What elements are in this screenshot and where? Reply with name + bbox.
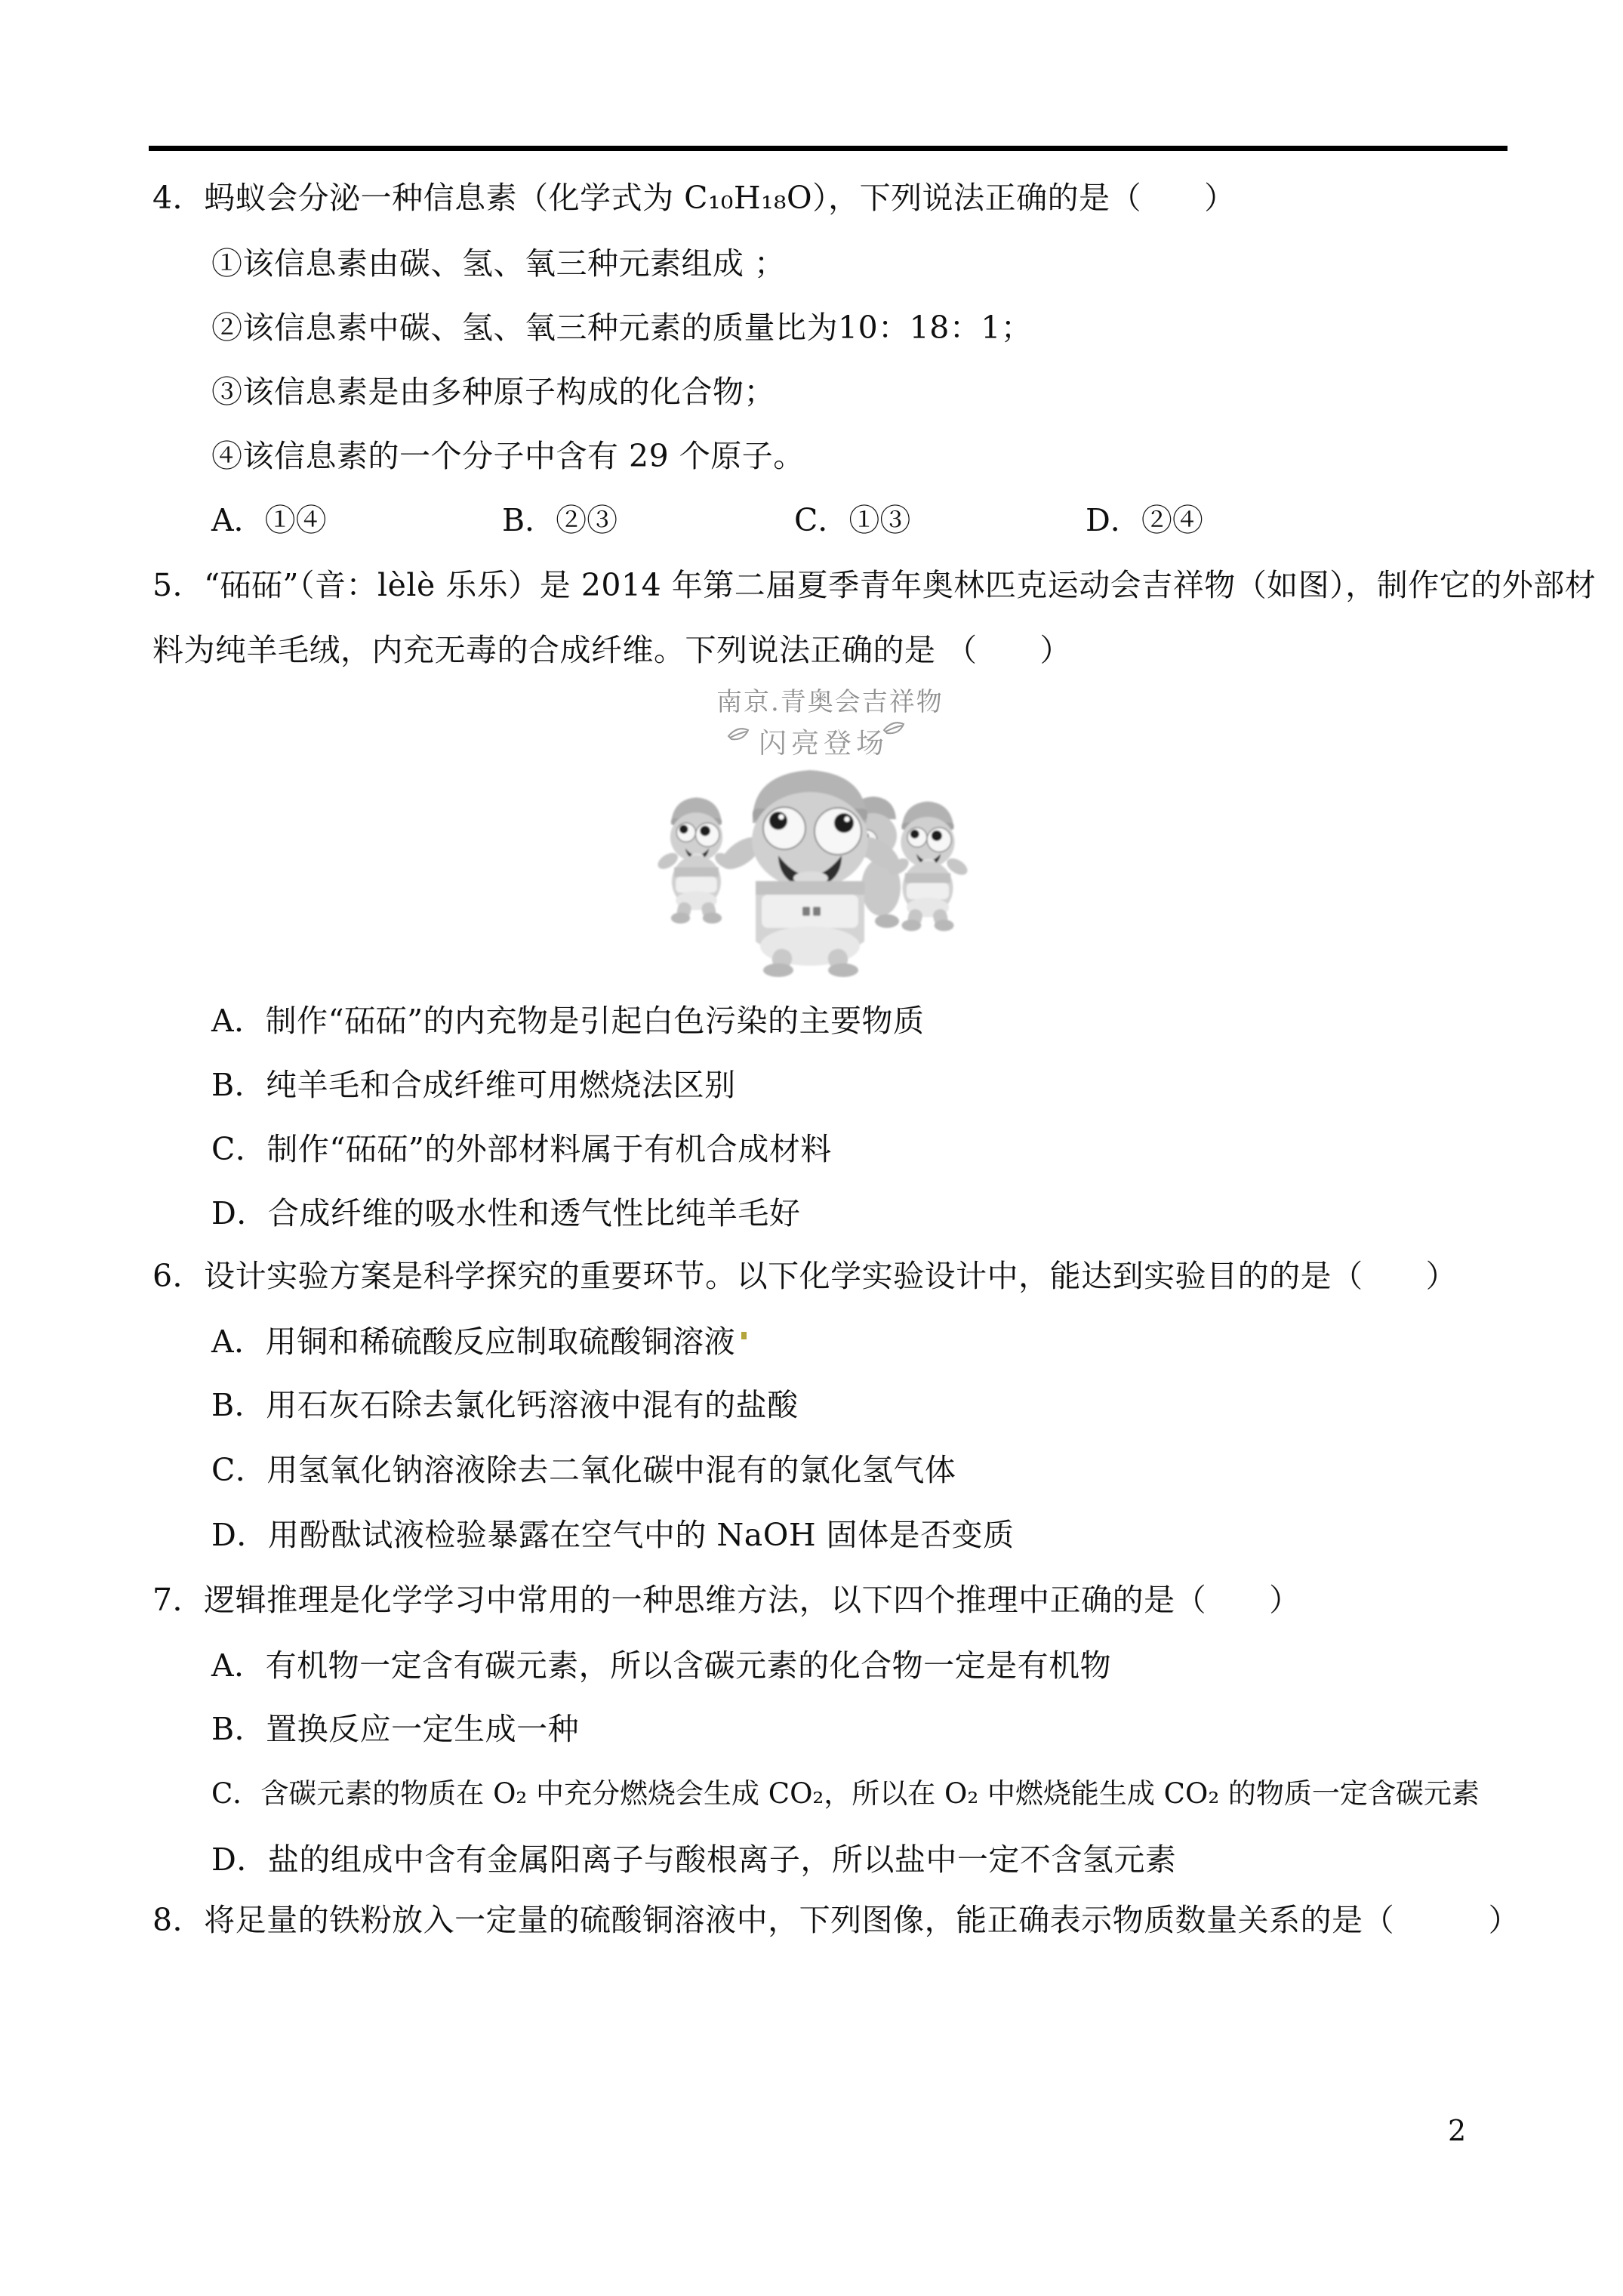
question-8-stem: 8．将足量的铁粉放入一定量的硫酸铜溶液中，下列图像，能正确表示物质数量关系的是（ ）	[152, 1902, 1520, 1938]
question-4-stem: 4．蚂蚁会分泌一种信息素（化学式为 C₁₀H₁₈O），下列说法正确的是（ ）	[152, 180, 1236, 216]
question-6-option-a: A．用铜和稀硫酸反应制取硫酸铜溶液	[211, 1324, 736, 1360]
question-7-option-b: B．置换反应一定生成一种	[211, 1711, 580, 1747]
question-6-option-c: C．用氢氧化钠溶液除去二氧化碳中混有的氯化氢气体	[211, 1452, 956, 1488]
mascot-figure	[638, 661, 993, 978]
mascot-caption-line-2: 闪亮登场	[759, 727, 888, 760]
question-6-option-d: D．用酚酞试液检验暴露在空气中的 NaOH 固体是否变质	[211, 1517, 1015, 1553]
question-5-stem-line-1: 5．“砳砳”（音：lèlè 乐乐）是 2014 年第二届夏季青年奥林匹克运动会吉祥物（如图），制作它的外部材	[152, 567, 1597, 603]
question-4-item-4: ④该信息素的一个分子中含有 29 个原子。	[211, 438, 805, 474]
question-4-answer-b: B．②③	[502, 502, 618, 538]
question-7-option-a: A．有机物一定含有碳元素，所以含碳元素的化合物一定是有机物	[211, 1647, 1112, 1684]
question-4-answer-d: D．②④	[1086, 502, 1203, 538]
mascot-caption-line-1: 南京.青奥会吉祥物	[716, 687, 944, 717]
question-5-option-a: A．制作“砳砳”的内充物是引起白色污染的主要物质	[211, 1003, 925, 1039]
mascot-doll-right	[885, 801, 971, 931]
question-4-answer-c: C．①③	[794, 502, 911, 538]
leaf-doodle-left	[728, 729, 748, 739]
question-5-option-d: D．合成纤维的吸水性和透气性比纯羊毛好	[211, 1195, 801, 1231]
question-5-option-b: B．纯羊毛和合成纤维可用燃烧法区别	[211, 1067, 736, 1103]
page-number: 2	[1448, 2114, 1467, 2147]
question-6-stem: 6．设计实验方案是科学探究的重要环节。以下化学实验设计中，能达到实验目的的是（ ）	[152, 1258, 1458, 1294]
question-4-answer-a: A．①④	[211, 502, 327, 538]
question-5-option-c: C．制作“砳砳”的外部材料属于有机合成材料	[211, 1131, 832, 1167]
mascot-dolls-group	[655, 770, 970, 977]
question-6-option-b: B．用石灰石除去氯化钙溶液中混有的盐酸	[211, 1387, 799, 1423]
header-divider-rule	[149, 146, 1508, 151]
question-4-item-2: ②该信息素中碳、氢、氧三种元素的质量比为10：18：1；	[211, 310, 1033, 346]
leaf-doodle-right	[884, 723, 904, 733]
question-4-item-1: ①该信息素由碳、氢、氧三种元素组成 ；	[211, 245, 786, 282]
question-7-option-c: C．含碳元素的物质在 O₂ 中充分燃烧会生成 CO₂，所以在 O₂ 中燃烧能生成 CO₂ 的物质一定含碳元素	[211, 1777, 1480, 1810]
question-7-option-d: D．盐的组成中含有金属阳离子与酸根离子，所以盐中一定不含氢元素	[211, 1841, 1177, 1878]
question-4-item-3: ③该信息素是由多种原子构成的化合物；	[211, 374, 775, 410]
mascot-photo-illustration	[638, 661, 993, 978]
question-7-stem: 7．逻辑推理是化学学习中常用的一种思维方法，以下四个推理中正确的是（ ）	[152, 1582, 1301, 1618]
scan-artifact-mark	[741, 1332, 747, 1339]
question-5-stem-line-2: 料为纯羊毛绒，内充无毒的合成纤维。下列说法正确的是 （ ）	[152, 632, 1072, 668]
